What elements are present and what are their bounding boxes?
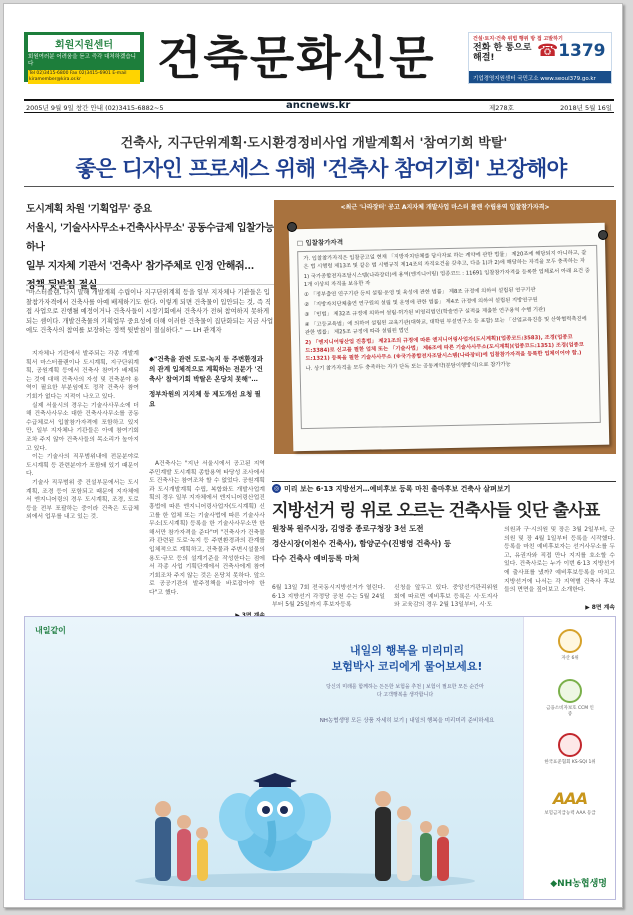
award-badge [544,733,596,765]
subhead: 경산시장(이천수 건축사), 함양군수(진병영 건축사) 등 [272,539,452,548]
notice-line: ② 「지방자치단체출연 연구원의 설립 및 운영에 관한 법률」 제4조 규정에 의하여 설립된 지방연구원 [304,297,538,309]
award-icon [558,733,582,757]
award-label: 보험금지급능력 AAA 등급 [544,811,596,816]
member-support-text: 회원여러분 어려움을 듣고 즉각 대처하겠습니다 [28,54,136,67]
issue-date: 2018년 5월 16일 [560,104,612,112]
main-lead-quote: "마스터플랜, 다시 말해 개발계획 수립이나 지구단위계획 등을 일부 지자체나 기관들은 입찰참가자격에서 건축사를 아예 배제하기도 한다. 이렇게 되면 건축물이 입안되는 것, 즉 직접 사업으로 진행될 예정이거나 건축사들이 시장기회에서 건축사가 전혀 참여하지 못하게 되는 셈이다. 개발건축물의 기획업무 중요성에 더해 이러한 건축물이 집단화되는 지금 사업에도 건축사의 참여를 보장하는 정책 뒷받침이 절실하다." — LH 관계자 [26,284,274,336]
notice-line: ③ 「민법」 제32조 규정에 의하여 설립·허가된 비영리법인(학술연구 실적을 제출한 연구용역 수행 기관) [304,306,546,319]
pinned-notice [289,223,610,452]
pull-quote-line: ◆"건축을 관련 도로·녹지 등 주변환경과의 관계 입체적으로 계획하는 전문가 '건축사' 참여기회 박탈은 온당치 못해"… [149,355,264,383]
hotline-digits: 1379 [558,41,606,61]
member-support-box[interactable] [24,32,144,82]
award-icon [558,679,582,703]
main-kicker: 건축사, 지구단위계획·도시환경정비사업 개발계획서 '참여기회 박탈' [120,136,508,151]
aaa-rating: AAA [552,789,588,808]
board-caption: <최근 '나라장터' 공고 A지자체 개발사업 마스터 플랜 수립용역 입찰참가자격> [340,204,550,211]
dateline [24,99,614,113]
main-column-1 [26,350,139,522]
notice-line: ④ 「고등교육법」에 의하여 설립된 교육기관(대학교, 대학원 부설연구소 등 포함) 또는 「산업교육진흥 및 산학협력촉진에 관한 법률」 제25조 규정에 따라 설립된 법인 [304,316,587,337]
ad-brand-top: 내일같이 [35,626,66,635]
award-badge [544,789,596,816]
masthead [4,4,623,99]
notice-body [297,245,601,429]
issue-number: 제278호 [489,104,514,112]
second-column-2: 신청을 앞두고 있다. 중앙선거관리위원회에 따르면 예비후보 등록은 시·도지사와 교육감의 경우 2월 13일부터, 시·도 [394,585,498,609]
bullet-icon: ◎ [273,485,280,492]
subhead: 서울시, '기술사사무소+건축사사무소' 공동수급제 입찰가능하나 [26,223,274,253]
notice-line: 나. 상기 참가자격을 모두 충족하는 자가 단독 또는 공동계약(분담이행방식)으로 참가가능 [305,361,511,373]
award-label: 한국표준협회 KS-SQI 1위 [544,760,596,765]
award-label: 자산 6위 [561,656,579,661]
hotline-top: 건설·토지·건축 위법 행위 방 접 고발하기 [473,36,563,42]
paragraph: A건축사는 "지난 서울시에서 공고된 지역주민계발 도시계획 종합용역 타당성 조사에서도 건축사는 참여조차 할 수 없었다. 공원계획과 도시개발계획 수립, 복합화도 개발사업계획의 경우 일부 지자체에서 엔지니어링산업진흥법에 따른 엔지니어링사업자(도시계획) 신고를 한 업체 또는 기술사법에 따른 기술사사무소(도시계획) 등록을 한 기술사사무소만 한해서만 참가자격을 준다"며 "건축사가 건축물과 관련된 도로·녹지 등 주변환경과의 관계를 입체적으로 계획하고, 건축물과 주변시설물의 용도·규모 등의 설계기준을 작성한다는 점에서 각종 사업 기획단계에서 건축사에게 참여기회조차 주지 않는 것은 온당치 못하다. 앞으로 공공기관의 발주정책을 바로잡아야 한다"고 했다. [149,461,265,596]
notice-line: 1) 국가종합전자조달시스템(나라장터)에 용역(엔지니어링) 업종코드 : 11691 입찰참가자격을 등록한 업체로서 아래 요건 중 1개 이상의 자격을 보유한 자 [303,268,590,289]
section-bar [272,481,616,493]
ad-headline [307,643,507,675]
award-badge [544,679,596,717]
subhead: 정책 뒷받침 절실 [26,280,97,291]
paragraph: 실제 서울시의 경우는 기술사사무소에 더해 건축사사무소 대한 건축사사무소를 공동수급체로서 입찰참가자격에 포함하고 있지만, 일부 지자체나 기관들은 아예 참여기회조차 주지 않아 건축사들의 목소리가 높아지고 있다. [26,402,139,452]
ad-award-panel [523,617,615,899]
ad-small-text: NH농협생명 모든 상품 자세히 보기 | 내일의 행복을 미리미리 준비하세요 [319,718,495,724]
pull-quote [149,354,267,414]
divider [24,186,614,187]
second-column-3: 의원과 구·시의원 및 장은 3월 2일부터, 군의원 및 장 4월 1일부터 등록을 시작했다. 등록을 마친 예비후보자는 선거사무소를 두고, 유권자와 직접 만나 지지를 호소할 수 있다. 건축사로는 누가 이번 6·13 지방선거에 출사표를 냈까? 예비후보등록을 마치고 지방선거에 나서는 각 지역별 건축사 후보들의 면면을 짚어보고 소개한다. [504,527,615,594]
hotline-main: 전화 한 통으로 해결! [473,43,532,63]
award-badge [544,629,596,661]
nh-life-advertisement[interactable] [24,616,616,900]
member-support-phone: Tel 02)3415-6800 Fax 02)3415-6901 E-mail kiramember@kira.or.kr [28,70,140,84]
ad-headline-line: 내일의 행복을 미리미리 [350,644,464,657]
founded-info: 2005년 9월 9일 창간 안내 (02)3415-6882~5 [26,104,164,112]
continued-link[interactable] [504,604,615,613]
pushpin-icon [287,222,297,232]
ad-headline-line: 보험박사 코리에게 물어보세요! [331,660,483,673]
subhead: 원창복 원주시장, 김영중 종로구청장 3선 도전 [272,524,424,533]
report-hotline-box[interactable] [468,32,612,84]
mascot-elephant [215,765,335,875]
paragraph: 이는 기술사의 직무범위내에 전문분야로 도시계획 등 관련분야가 포함돼 있기 때문이다. [26,454,139,478]
main-headline[interactable]: 좋은 디자인 프로세스 위해 '건축사 참여기회' 보장해야 [75,157,567,182]
second-headline[interactable]: 지방선거 링 위로 오르는 건축사들 잇단 출사표 [272,501,600,521]
paragraph: 지자체나 기관에서 발주되는 각종 개발계획서 마스터플랜이나 도시계획, 지구단위계획, 공원계획 등에서 건축사 참여가 배제되는 것에 대해 건축사의 자성 및 건축분야 용역이 필요한 부분임에도 정작 건축사 참여 기회가 없다는 지적이 나오고 있다. [26,351,139,400]
second-column-1: 6월 13일 7회 전국동시지방선거가 열린다. 6·13 지방선거 각정당 공천 수는 5월 24일부터 5월 25일까지 후보자등록 [272,585,385,609]
notice-line-highlight: 2) 「엔지니어링산업 진흥법」 제21조의 규정에 따른 엔지니어링사업자(도시계획)(업종코드:3583), 조경(업종코드:3384)로 신고를 필한 업체 또는 「기술사법」 제6조에 따른 기술사사무소(도시계획)(업종코드:1351) 조경(업종코드:1321) 등록을 필한 기술사사무소 (※국가종합전자조달시스템(나라장터)에 입찰참가자격을 등록한 업체이어야 함.) [305,334,584,363]
notice-line: 가. 입찰참가자격은 입찰공고일 현재 「지방자치단체를 당사자로 하는 계약에 관한 법률」 제20조에 해당되지 아니하고, 같은 법 시행령 제13조 및 같은 법 시행규칙 제14조의 자격요건을 갖추고, 다음 1)과 2)에 해당하는 자격을 모두 충족하는 자 [303,250,587,271]
ad-small-text: 당신의 미래를 함께하는 든든한 보험을 추천 | 보험이 필요한 모든 순간마다 고객행복을 생각합니다 [326,684,484,698]
pull-quote-line: 정부차원의 지지체 등 제도개선 요청 필요 [149,390,261,408]
award-icon [558,629,582,653]
section-bar-text: 미리 보는 6·13 지방선거…예비후보 등록 마친 출마후보 건축사 살펴보기 [284,485,511,493]
hotline-number [537,41,606,61]
subhead: 도시계획 차원 '기획업무' 중요 [26,204,152,215]
ad-brand-bottom: ◆NH농협생명 [550,879,607,889]
newspaper-logo[interactable]: 건축문화신문 [157,31,436,85]
award-label: 금융소비자보호 CCM 인증 [546,706,594,717]
main-subheads [26,200,274,295]
pushpin-icon [598,230,608,240]
notice-line: ① 「정부출연 연구기관 등의 설립·운영 및 육성에 관한 법률」 제8조 규정에 의하여 설립된 연구기관 [304,287,536,299]
notice-title: □ 입찰참가자격 [296,238,344,248]
newspaper-page [3,3,623,908]
member-support-title: 회원지원센터 [28,35,140,52]
paragraph: 기술사 직무범위 중 건설부문에서는 도시계획, 조경 등이 포함되고 때문에 지자체에서 엔지니어링의 경우 도시계획, 조경, 도로 등을 전부 포괄하는 중이라 건축은 도급체 외에서 업무를 내고 있는 것. [26,479,139,521]
site-link[interactable]: ancnews.kr [286,100,351,111]
subhead: 다수 건축사 예비등록 마쳐 [272,554,360,563]
phone-icon: ☎ [537,41,559,61]
main-column-2 [149,460,265,610]
hotline-bottom: 기업경영지원센터 국민고소 www.seoul379.go.kr [469,71,611,83]
continued-link-label: ▶ 8면 계속 [585,605,615,611]
subhead: 일부 지자체 기관서 '건축사' 참가주체로 인정 안해줘… [26,261,254,272]
